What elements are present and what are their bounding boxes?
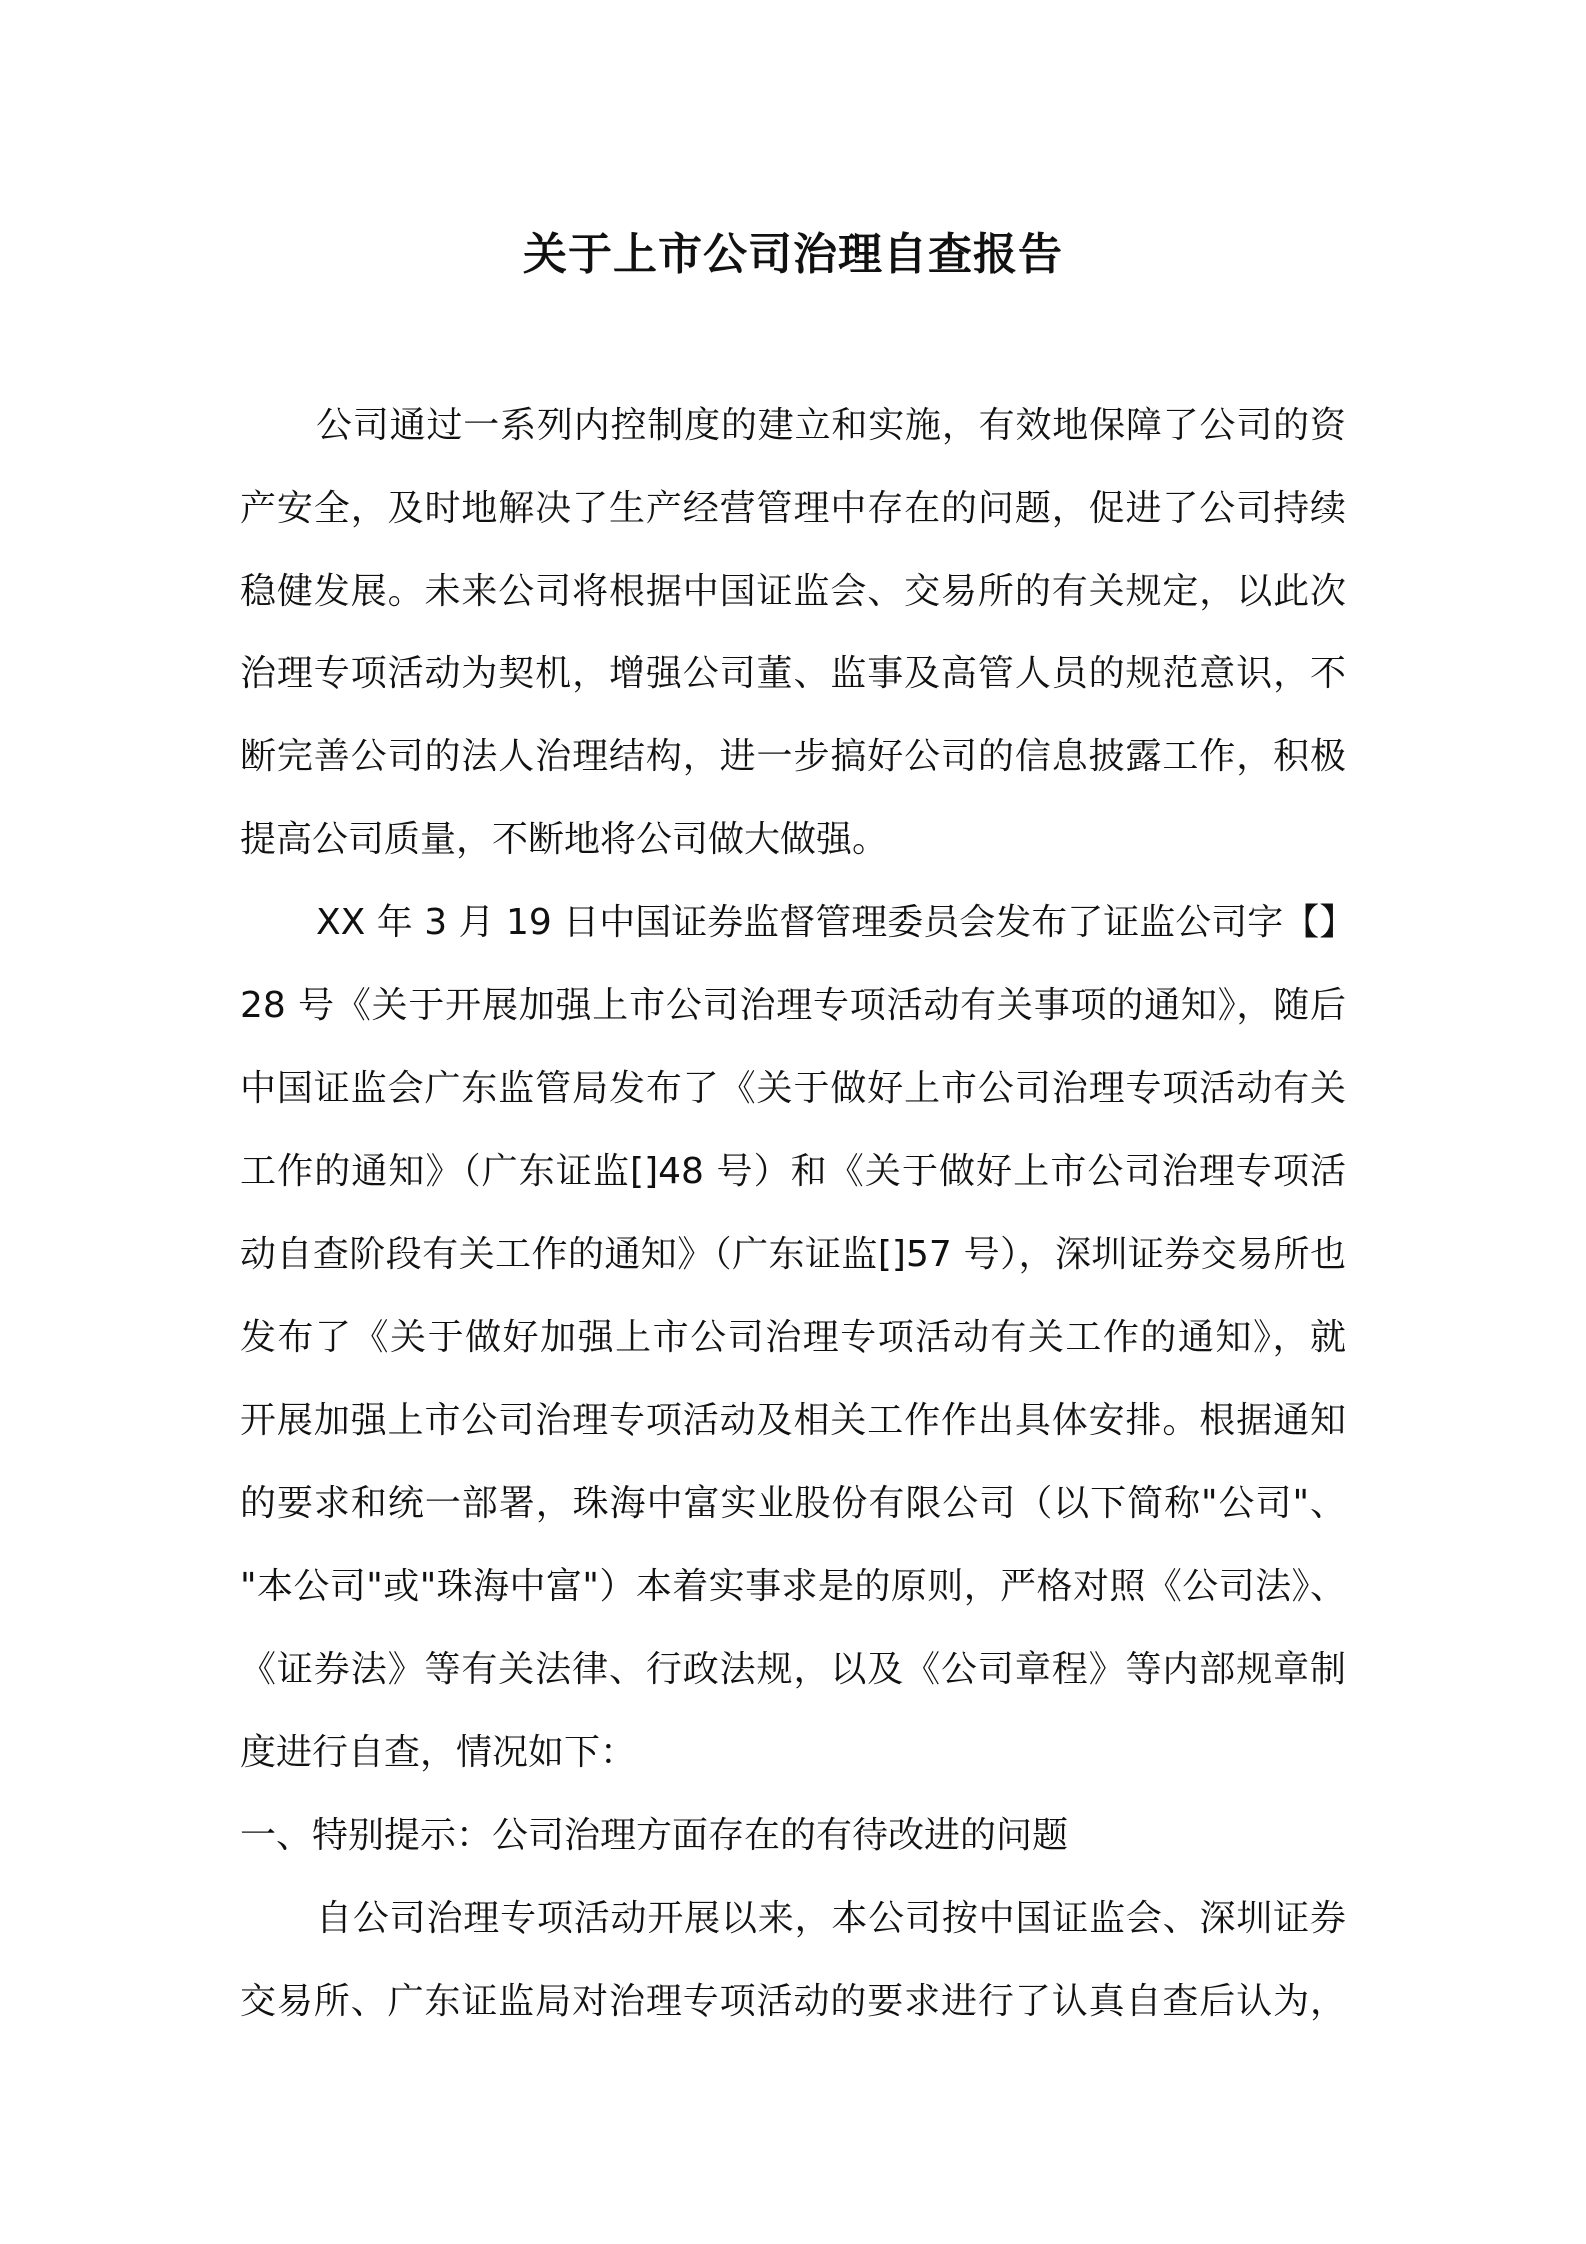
paragraph-1-line-2: 产安全，及时地解决了生产经营管理中存在的问题，促进了公司持续 xyxy=(240,488,1346,529)
paragraph-2-line-11: 度进行自查，情况如下： xyxy=(240,1732,637,1773)
paragraph-2-line-3: 中国证监会广东监管局发布了《关于做好上市公司治理专项活动有关 xyxy=(240,1068,1346,1109)
paragraph-1-line-3: 稳健发展。未来公司将根据中国证监会、交易所的有关规定，以此次 xyxy=(240,571,1346,612)
paragraph-1-line-5: 断完善公司的法人治理结构，进一步搞好公司的信息披露工作，积极 xyxy=(240,736,1346,777)
paragraph-2-line-6: 发布了《关于做好加强上市公司治理专项活动有关工作的通知》，就 xyxy=(240,1317,1346,1358)
paragraph-1-line-4: 治理专项活动为契机，增强公司董、监事及高管人员的规范意识，不 xyxy=(240,653,1346,694)
paragraph-1-line-1: 公司通过一系列内控制度的建立和实施，有效地保障了公司的资 xyxy=(316,405,1346,446)
paragraph-2-line-5: 动自查阶段有关工作的通知》（广东证监[]57 号），深圳证券交易所也 xyxy=(240,1234,1346,1275)
document-title: 关于上市公司治理自查报告 xyxy=(523,229,1063,280)
paragraph-2-line-1: XX 年 3 月 19 日中国证券监督管理委员会发布了证监公司字【】 xyxy=(316,902,1356,943)
paragraph-2-line-10: 《证券法》等有关法律、行政法规，以及《公司章程》等内部规章制 xyxy=(240,1649,1346,1690)
paragraph-3-line-1: 自公司治理专项活动开展以来，本公司按中国证监会、深圳证券 xyxy=(316,1898,1346,1939)
paragraph-2-line-2: 28 号《关于开展加强上市公司治理专项活动有关事项的通知》，随后 xyxy=(240,985,1346,1026)
paragraph-2-line-8: 的要求和统一部署，珠海中富实业股份有限公司（以下简称"公司"、 xyxy=(240,1483,1346,1524)
paragraph-3-line-2: 交易所、广东证监局对治理专项活动的要求进行了认真自查后认为， xyxy=(240,1981,1346,2022)
section-heading-1: 一、特别提示：公司治理方面存在的有待改进的问题 xyxy=(240,1815,1069,1856)
paragraph-2-line-4: 工作的通知》（广东证监[]48 号）和《关于做好上市公司治理专项活 xyxy=(240,1151,1346,1192)
paragraph-1-line-6: 提高公司质量，不断地将公司做大做强。 xyxy=(240,819,889,860)
paragraph-2-line-7: 开展加强上市公司治理专项活动及相关工作作出具体安排。根据通知 xyxy=(240,1400,1346,1441)
paragraph-2-line-9: "本公司"或"珠海中富"）本着实事求是的原则，严格对照《公司法》、 xyxy=(240,1566,1346,1607)
